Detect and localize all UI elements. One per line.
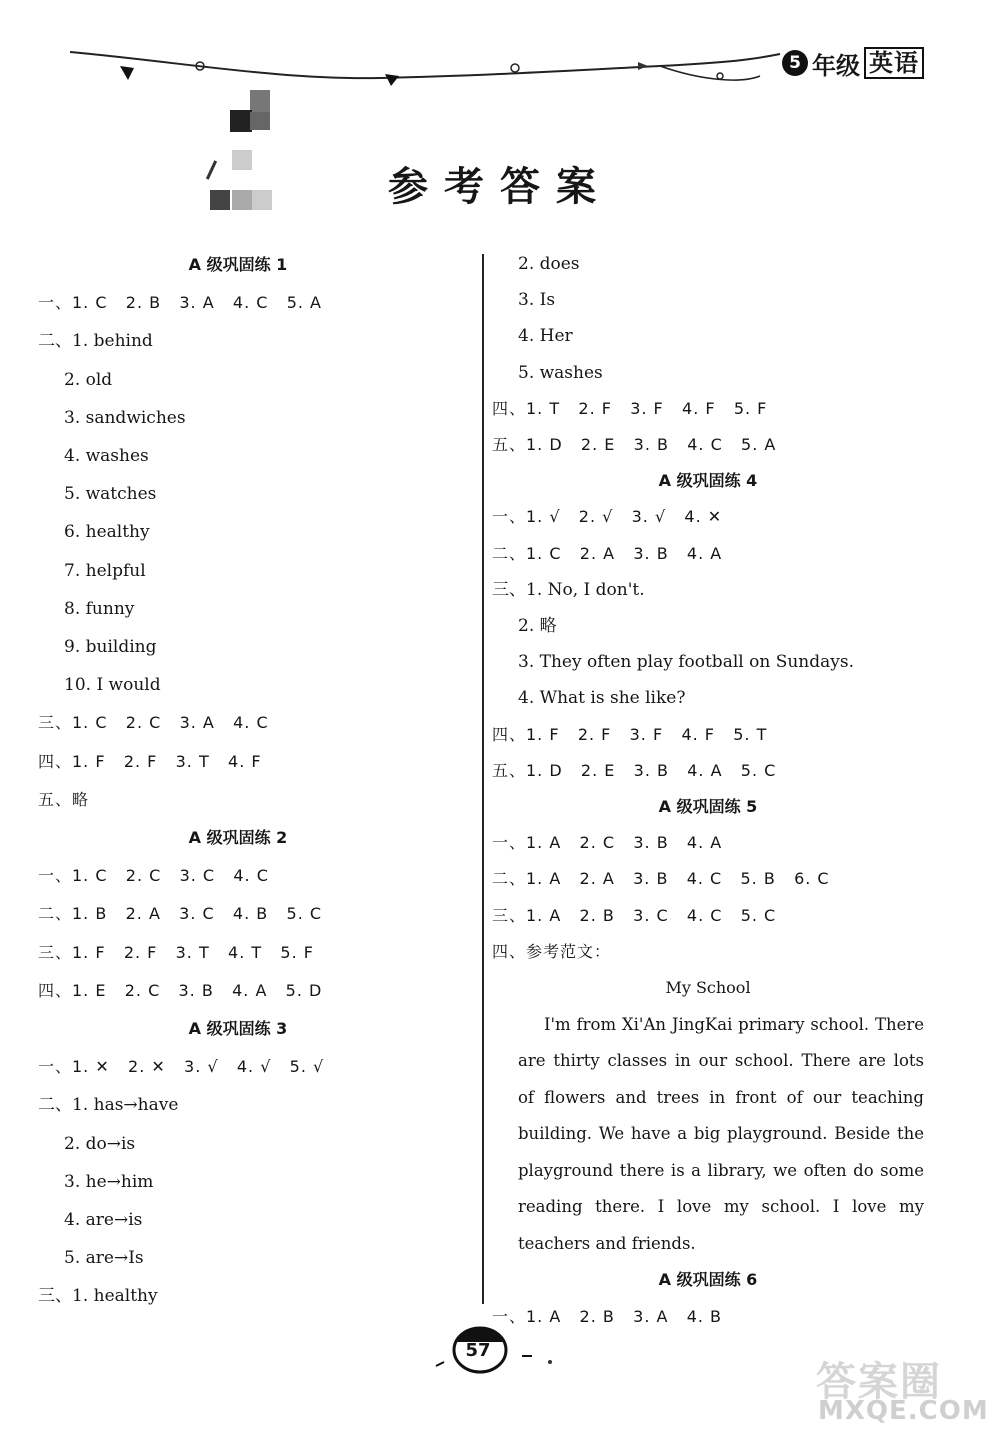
subject-label: 英语: [864, 47, 924, 79]
column-divider: [482, 254, 484, 1304]
answer-line: 三、1. F 2. F 3. T 4. T 5. F: [38, 942, 314, 962]
answer-line: 2. old: [64, 369, 113, 390]
answer-line: 四、1. F 2. F 3. T 4. F: [38, 751, 262, 771]
answer-line: 3. They often play football on Sundays.: [518, 652, 854, 673]
answer-line: 9. building: [64, 637, 157, 658]
grade-subject-badge: [782, 46, 924, 80]
answer-line: 一、1. A 2. C 3. B 4. A: [492, 833, 723, 853]
section-heading: A 级巩固练 2: [188, 828, 288, 848]
answer-line: 五、略: [38, 789, 90, 809]
answer-line: 一、1. C 2. C 3. C 4. C: [38, 866, 269, 886]
answer-line: 五、1. D 2. E 3. B 4. A 5. C: [492, 760, 777, 780]
answer-line: 三、1. C 2. C 3. A 4. C: [38, 713, 269, 733]
answer-line: 二、1. behind: [38, 331, 153, 352]
essay-body: [492, 1007, 924, 1263]
answer-line: 7. helpful: [64, 560, 146, 581]
footer-mascot-decoration: [430, 1318, 570, 1378]
answer-line: 4. are→is: [64, 1210, 143, 1231]
answer-line: 2. 略: [518, 616, 557, 637]
answer-line: 四、1. T 2. F 3. F 4. F 5. F: [492, 398, 768, 418]
answer-line: 3. he→him: [64, 1171, 154, 1192]
watermark-url: MXQE.COM: [818, 1396, 989, 1426]
answer-column-left: [38, 246, 438, 1316]
answer-line: 4. washes: [64, 446, 149, 467]
right-answer-lines: [492, 246, 924, 970]
answer-line: 3. Is: [518, 290, 556, 311]
answer-line: 4. What is she like?: [518, 688, 686, 709]
answer-line: 8. funny: [64, 598, 135, 619]
answer-line: 3. sandwiches: [64, 407, 186, 428]
answer-line: 二、1. has→have: [38, 1095, 179, 1116]
section-heading: A 级巩固练 3: [188, 1019, 288, 1039]
answer-line: 2. do→is: [64, 1133, 136, 1154]
section-heading: A 级巩固练 6: [658, 1270, 758, 1290]
answer-line: 三、1. healthy: [38, 1286, 158, 1307]
answer-line: 四、参考范文：: [492, 941, 612, 961]
answer-line: 10. I would: [64, 675, 161, 696]
answer-line: 5. washes: [518, 362, 603, 383]
grade-number: 5: [782, 50, 808, 76]
answer-line: 一、1. √ 2. √ 3. √ 4. ✕: [492, 507, 723, 527]
answer-line: 一、1. C 2. B 3. A 4. C 5. A: [38, 293, 323, 313]
section-heading: A 级巩固练 4: [658, 471, 758, 491]
answer-column-right: [492, 246, 924, 1335]
grade-label: 年级: [812, 51, 860, 80]
watermark-logo-text: 答案圈: [816, 1359, 942, 1405]
essay-paragraph: I'm from Xi'An JingKai primary school. There are thirty classes in our school. There are lots of flowers and trees in front of our teaching building. We have a big playground. Beside the playground there is a library, we often do some reading there. I love my school. I love my teachers and friends.: [518, 1014, 924, 1253]
answer-line: 5. watches: [64, 484, 157, 505]
answer-line: 三、1. A 2. B 3. C 4. C 5. C: [492, 905, 777, 925]
answer-line: 二、1. B 2. A 3. C 4. B 5. C: [38, 904, 323, 924]
answer-line: 四、1. F 2. F 3. F 4. F 5. T: [492, 724, 768, 744]
answer-line: 三、1. No, I don't.: [492, 579, 645, 600]
page-number: 57: [465, 1340, 491, 1361]
section-heading: A 级巩固练 5: [658, 797, 758, 817]
section-heading: A 级巩固练 1: [188, 255, 288, 274]
page-title: 参考答案: [388, 163, 612, 210]
answer-line: 2. does: [518, 254, 580, 274]
answer-line: 一、1. ✕ 2. ✕ 3. √ 4. √ 5. √: [38, 1057, 325, 1077]
answer-line: 二、1. C 2. A 3. B 4. A: [492, 543, 723, 563]
essay-title: My School: [665, 978, 751, 998]
answer-line: 6. healthy: [64, 522, 150, 543]
answer-line: 5. are→Is: [64, 1248, 144, 1269]
answer-line: 一、1. A 2. B 3. A 4. B: [492, 1306, 723, 1326]
answer-line: 二、1. A 2. A 3. B 4. C 5. B 6. C: [492, 869, 830, 889]
answer-line: 四、1. E 2. C 3. B 4. A 5. D: [38, 980, 323, 1000]
answer-line: 4. Her: [518, 326, 573, 347]
answer-line: 五、1. D 2. E 3. B 4. C 5. A: [492, 435, 777, 455]
